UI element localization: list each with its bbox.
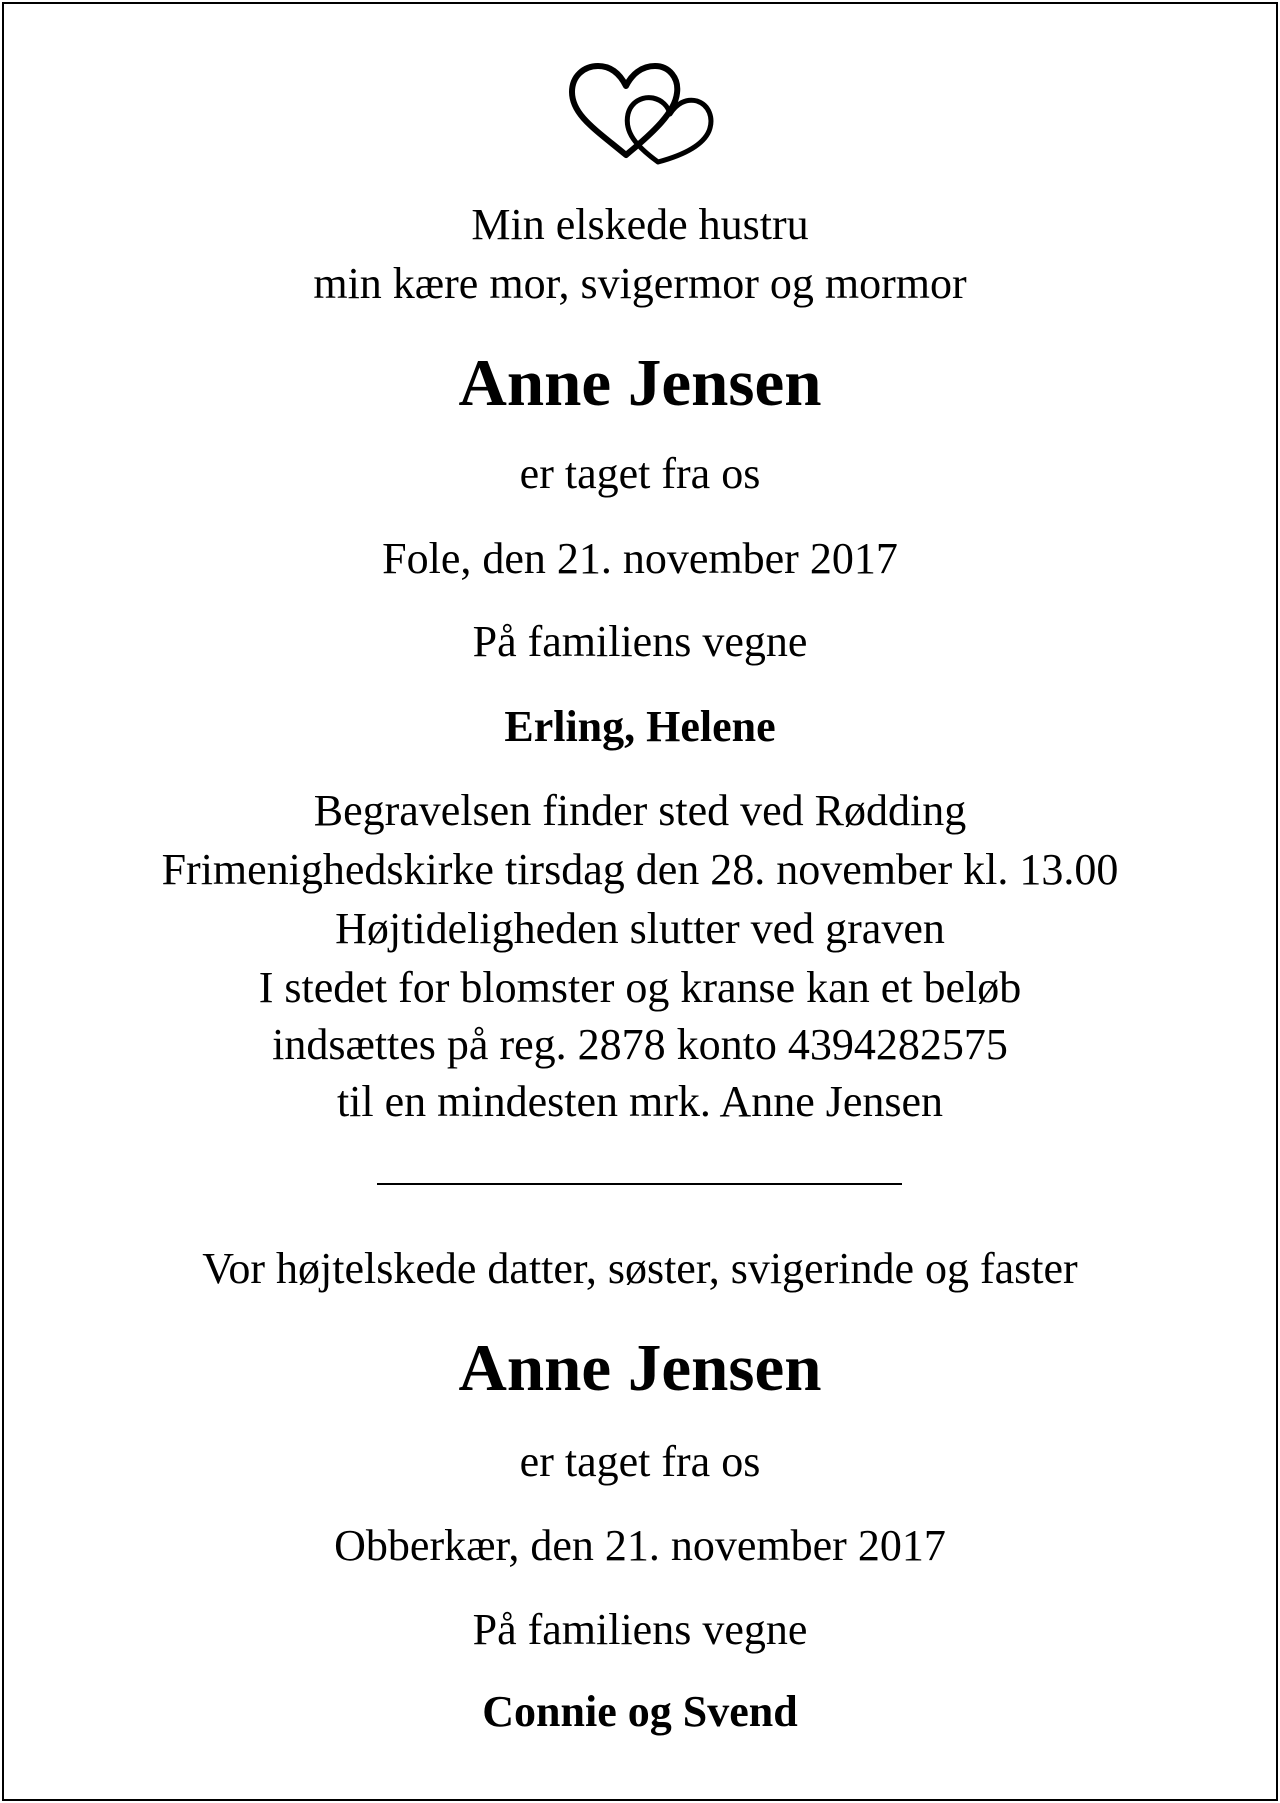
notice-2-on-behalf: På familiens vegne <box>472 1605 808 1654</box>
notice-1-intro-line-2: min kære mor, svigermor og mormor <box>313 259 967 308</box>
notice-1-place-date: Fole, den 21. november 2017 <box>382 534 898 583</box>
notice-2-taken-text: er taget fra os <box>519 1437 761 1486</box>
notice-2-intro-line-1: Vor højtelskede datter, søster, svigerinde og faster <box>202 1244 1078 1293</box>
funeral-line: Begravelsen finder sted ved Rødding <box>313 786 967 835</box>
notice-1-deceased-name: Anne Jensen <box>458 346 822 420</box>
notice-2-deceased-name: Anne Jensen <box>458 1331 822 1405</box>
notice-1-signers: Erling, Helene <box>504 702 776 751</box>
funeral-line: Højtideligheden slutter ved graven <box>335 904 945 953</box>
section-divider <box>377 1183 902 1185</box>
funeral-line: I stedet for blomster og kranse kan et beløb <box>258 963 1022 1012</box>
two-hearts-icon <box>566 60 716 170</box>
notice-2-signers: Connie og Svend <box>482 1687 798 1736</box>
notice-1-taken-text: er taget fra os <box>519 449 761 498</box>
funeral-line: indsættes på reg. 2878 konto 4394282575 <box>272 1020 1008 1069</box>
funeral-line: til en mindesten mrk. Anne Jensen <box>336 1077 944 1126</box>
notice-1-on-behalf: På familiens vegne <box>472 617 808 666</box>
funeral-line: Frimenighedskirke tirsdag den 28. november kl. 13.00 <box>161 845 1119 894</box>
notice-1-intro-line-1: Min elskede hustru <box>471 200 809 249</box>
notice-2-place-date: Obberkær, den 21. november 2017 <box>334 1521 946 1570</box>
